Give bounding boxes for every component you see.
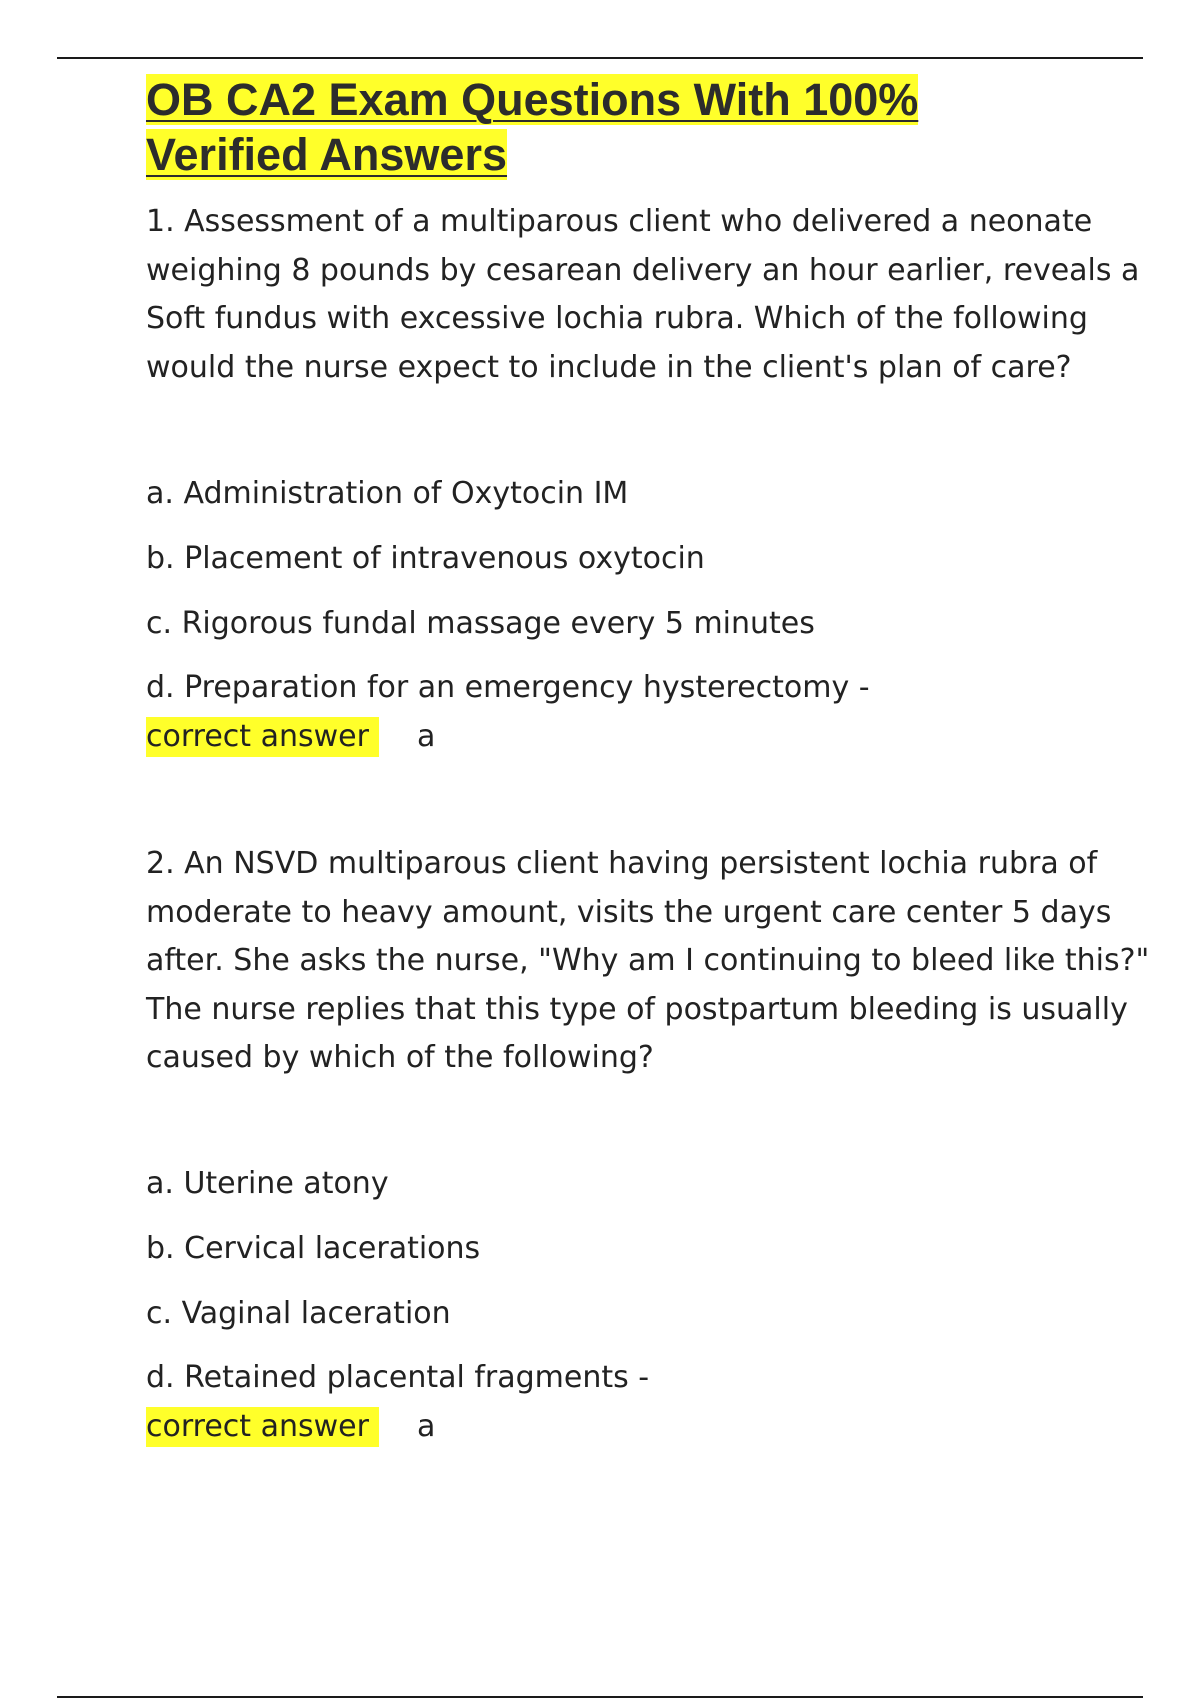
correct-answer-label: correct answer <box>146 1407 379 1447</box>
question-1-option-b: b. Placement of intravenous oxytocin <box>146 541 705 576</box>
question-2-option-c: c. Vaginal laceration <box>146 1296 451 1331</box>
question-2-answer <box>146 1407 435 1447</box>
question-2-line: moderate to heavy amount, visits the urgent care center 5 days <box>146 894 1112 930</box>
question-1-line: 1. Assessment of a multiparous client who delivered a neonate <box>146 204 1093 239</box>
question-1-option-a: a. Administration of Oxytocin IM <box>146 476 629 511</box>
question-1-text <box>146 198 1140 392</box>
question-1-line: Soft fundus with excessive lochia rubra. Which of the following <box>146 301 1088 336</box>
question-2-text <box>146 840 1150 1083</box>
question-1-line: would the nurse expect to include in the client's plan of care? <box>146 349 1072 385</box>
question-2-line: after. She asks the nurse, "Why am I continuing to bleed like this?" <box>146 943 1150 978</box>
question-2-line: caused by which of the following? <box>146 1040 654 1075</box>
question-2-line: 2. An NSVD multiparous client having persistent lochia rubra of <box>146 846 1098 881</box>
question-2-option-a: a. Uterine atony <box>146 1166 389 1201</box>
correct-answer-value: a <box>416 719 436 754</box>
correct-answer-value: a <box>416 1409 436 1444</box>
document-title <box>146 72 1046 182</box>
correct-answer-label: correct answer <box>146 717 379 757</box>
title-line-1: OB CA2 Exam Questions With 100% <box>146 74 919 125</box>
question-1-line: weighing 8 pounds by cesarean delivery an hour earlier, reveals a <box>146 252 1140 288</box>
question-1-answer <box>146 717 435 757</box>
question-2-option-d: d. Retained placental fragments - <box>146 1360 650 1395</box>
question-1-option-d: d. Preparation for an emergency hysterectomy - <box>146 670 870 705</box>
title-line-2: Verified Answers <box>146 129 507 180</box>
bottom-rule <box>57 1696 1143 1698</box>
top-rule <box>57 57 1143 59</box>
question-2-option-b: b. Cervical lacerations <box>146 1231 481 1266</box>
question-1-option-c: c. Rigorous fundal massage every 5 minutes <box>146 606 815 641</box>
question-2-line: The nurse replies that this type of postpartum bleeding is usually <box>146 991 1128 1027</box>
